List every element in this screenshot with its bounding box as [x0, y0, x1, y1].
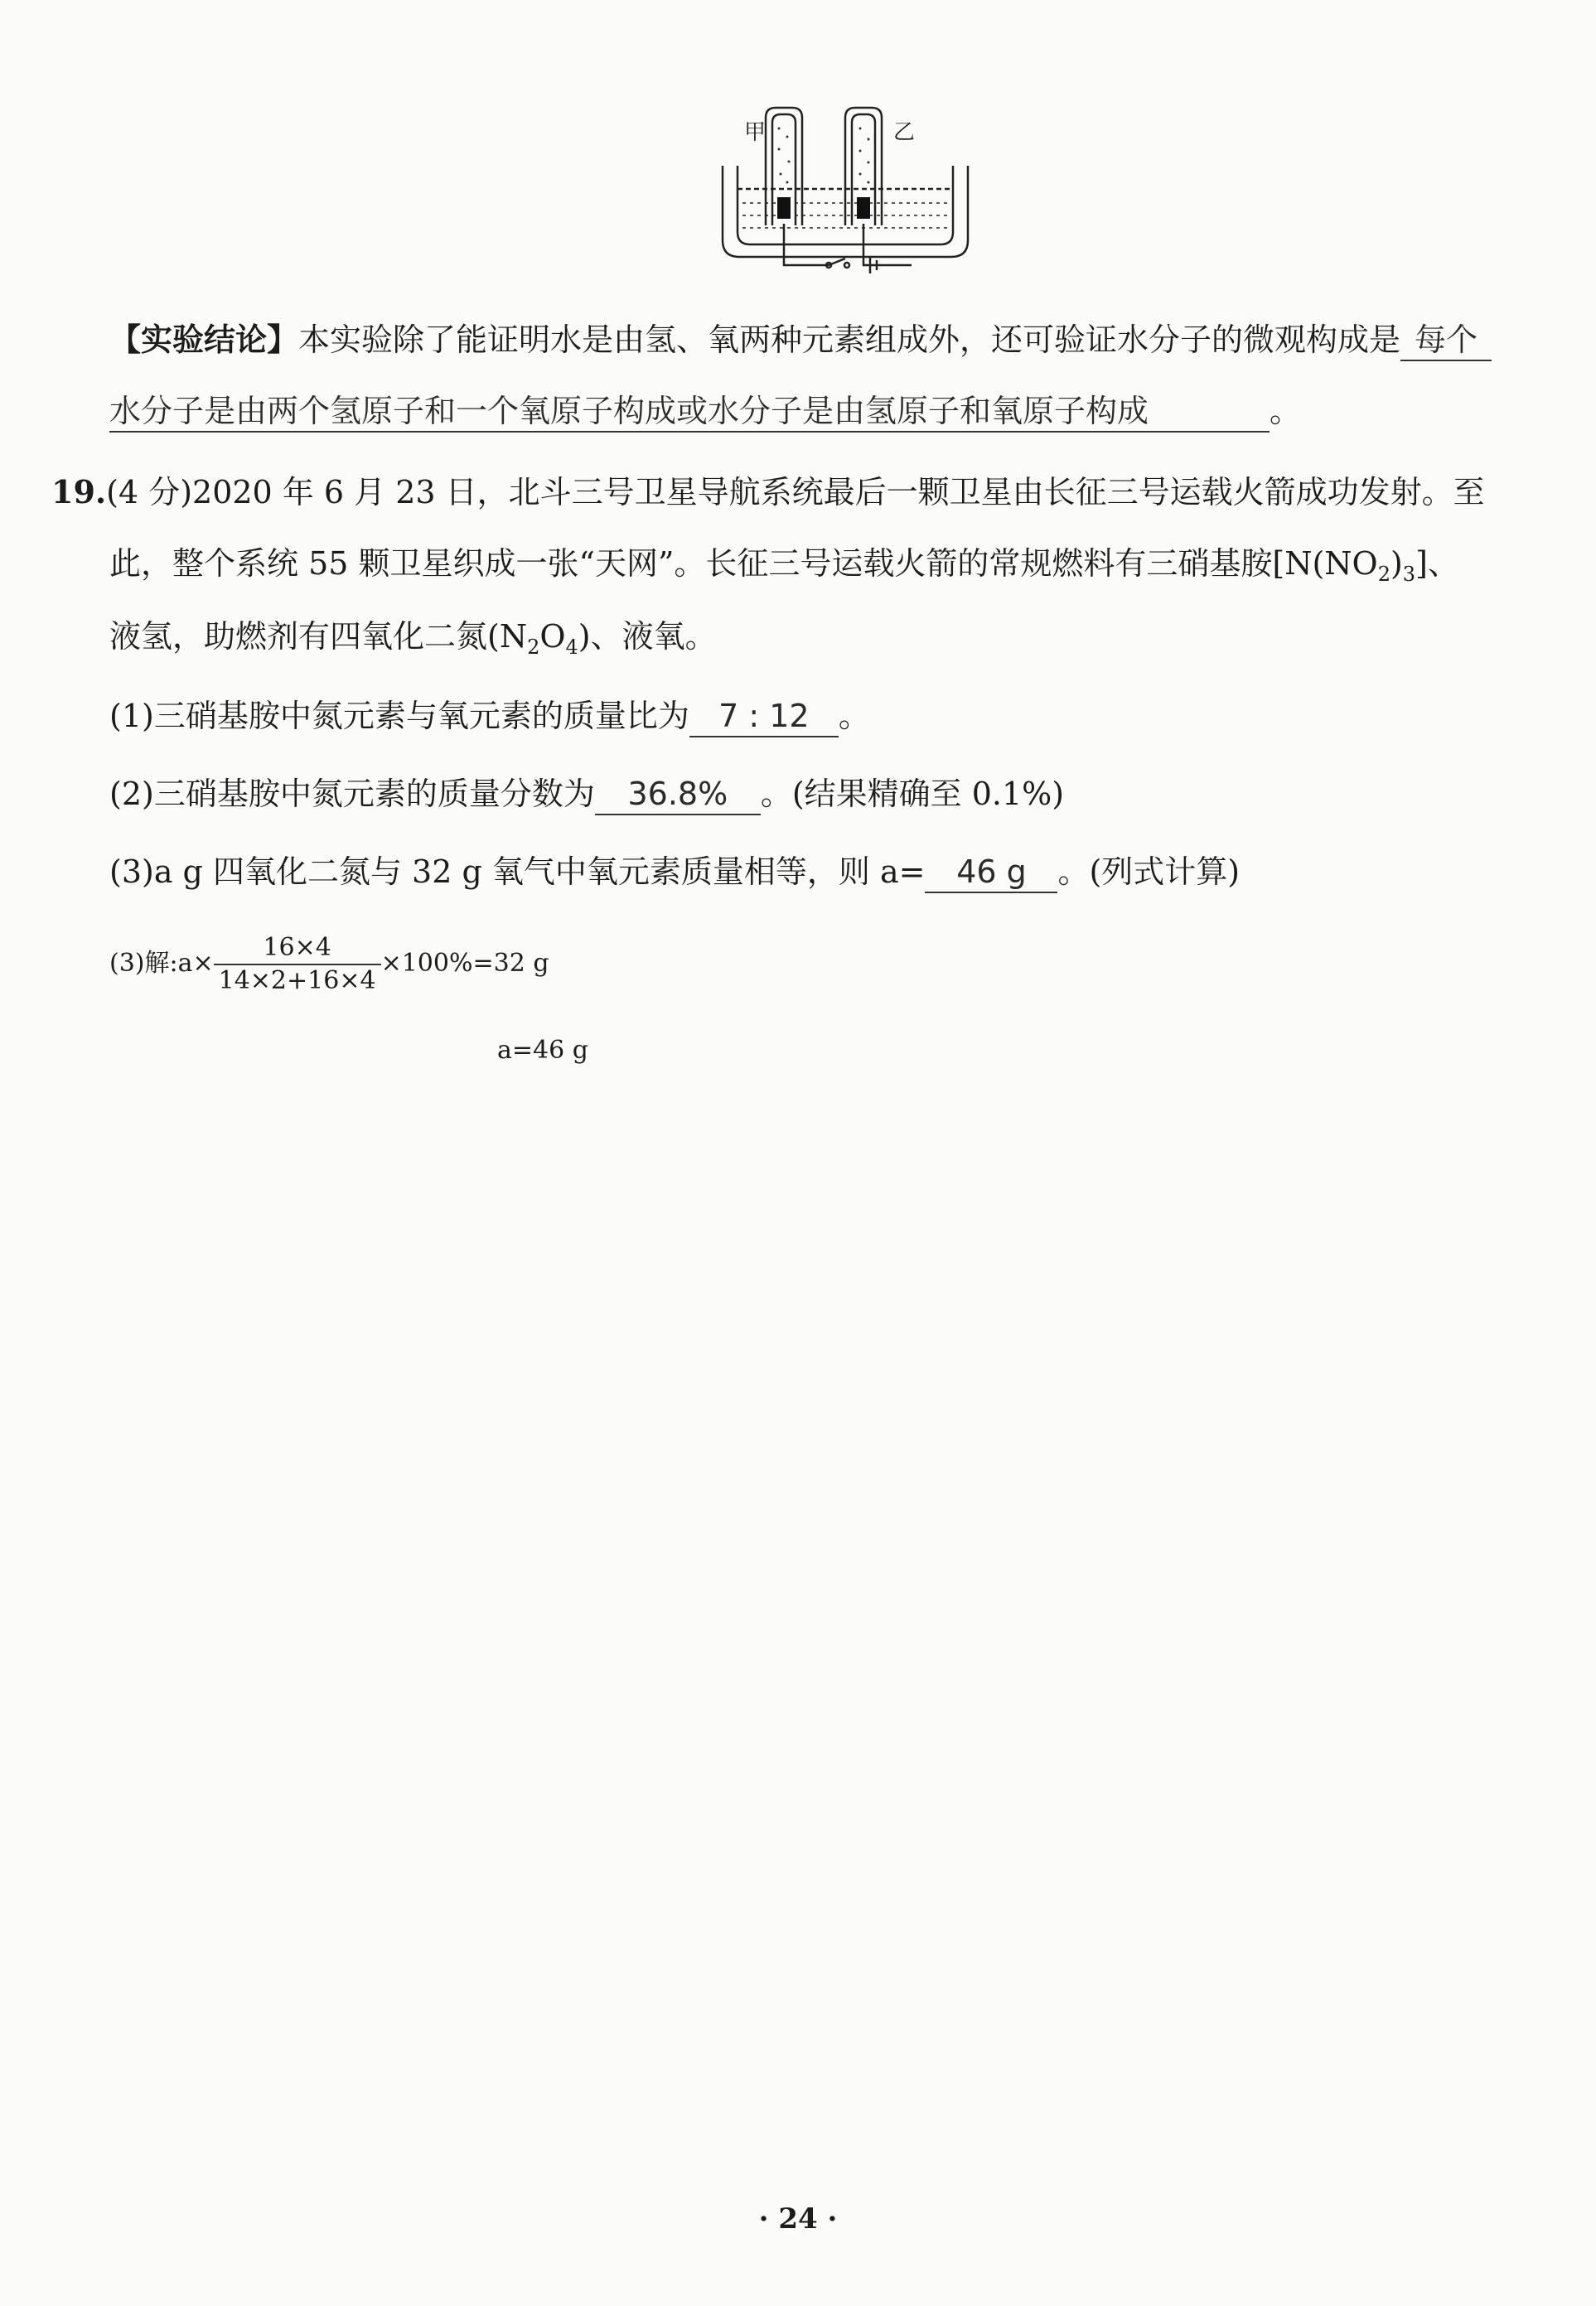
conclusion-answer-part2: 水分子是由两个氢原子和一个氧原子构成或水分子是由氢原子和氧原子构成: [109, 391, 1270, 433]
q19-p2-text: (2)三硝基胺中氮元素的质量分数为: [109, 776, 595, 812]
solution-fraction: [214, 932, 381, 997]
q19-line2-a: 此，整个系统 55 颗卫星织成一张“天网”。长征三号运载火箭的常规燃料有三硝基胺[N(NO: [109, 545, 1378, 582]
solution-denominator: 14×2+16×4: [218, 966, 376, 995]
q19-p1-end: 。: [838, 698, 870, 734]
q19-line2-sub: 2: [1377, 563, 1390, 586]
q19-part-1: [109, 693, 870, 739]
electrode-left: [777, 197, 791, 219]
conclusion-answer-part1: 每个: [1400, 320, 1492, 361]
q19-p2-end: 。(结果精确至 0.1%): [760, 776, 1065, 812]
q19-number: 19.: [51, 473, 107, 510]
conclusion-end: 。: [1270, 393, 1302, 429]
q19-p3-text: (3)a g 四氧化二氮与 32 g 氧气中氧元素质量相等，则 a=: [109, 853, 926, 890]
q19-line-1: [51, 469, 1485, 515]
q19-line3-sub: 2: [527, 636, 540, 659]
q19-p2-answer: 36.8%: [595, 774, 761, 815]
q19-p1-answer: 7 : 12: [689, 696, 839, 737]
q19-part-3: [109, 848, 1240, 895]
solution-line: [109, 926, 549, 1001]
electrode-right: [857, 197, 870, 219]
q19-p1-text: (1)三硝基胺中氮元素与氧元素的质量比为: [109, 698, 689, 734]
q19-p3-end: 。(列式计算): [1057, 853, 1241, 890]
solution-prefix: (3)解:a×: [109, 949, 214, 978]
q19-line2-c: ]、: [1415, 545, 1459, 582]
q19-line-3: [109, 613, 717, 670]
page-number: · 24 ·: [758, 2202, 838, 2236]
label-jia: 甲: [744, 120, 767, 145]
q19-line1-text: (4 分)2020 年 6 月 23 日，北斗三号卫星导航系统最后一颗卫星由长征三号运载火箭成功发射。至: [106, 474, 1485, 510]
conclusion-line-1: [109, 317, 1492, 363]
q19-line2-sub2: 3: [1402, 563, 1416, 586]
q19-line3-a: 液氢，助燃剂有四氧化二氮(N: [109, 618, 528, 655]
conclusion-text: 本实验除了能证明水是由氢、氧两种元素组成外，还可验证水分子的微观构成是: [298, 321, 1401, 358]
electrolysis-apparatus-figure: [713, 99, 978, 278]
q19-line-2: [109, 540, 1459, 597]
solution-numerator: 16×4: [214, 932, 381, 965]
q19-line3-sub2: 4: [565, 636, 578, 659]
q19-line2-b: ): [1390, 545, 1403, 582]
conclusion-line-2: [109, 388, 1301, 434]
solution-result: a=46 g: [497, 1036, 588, 1065]
q19-p3-answer: 46 g: [925, 852, 1057, 893]
q19-line3-c: )、液氧。: [578, 618, 717, 655]
label-yi: 乙: [893, 120, 916, 145]
q19-line3-b: O: [539, 618, 566, 655]
q19-part-2: [109, 771, 1064, 817]
conclusion-tag: 【实验结论】: [109, 321, 299, 358]
solution-suffix: ×100%=32 g: [380, 949, 549, 978]
